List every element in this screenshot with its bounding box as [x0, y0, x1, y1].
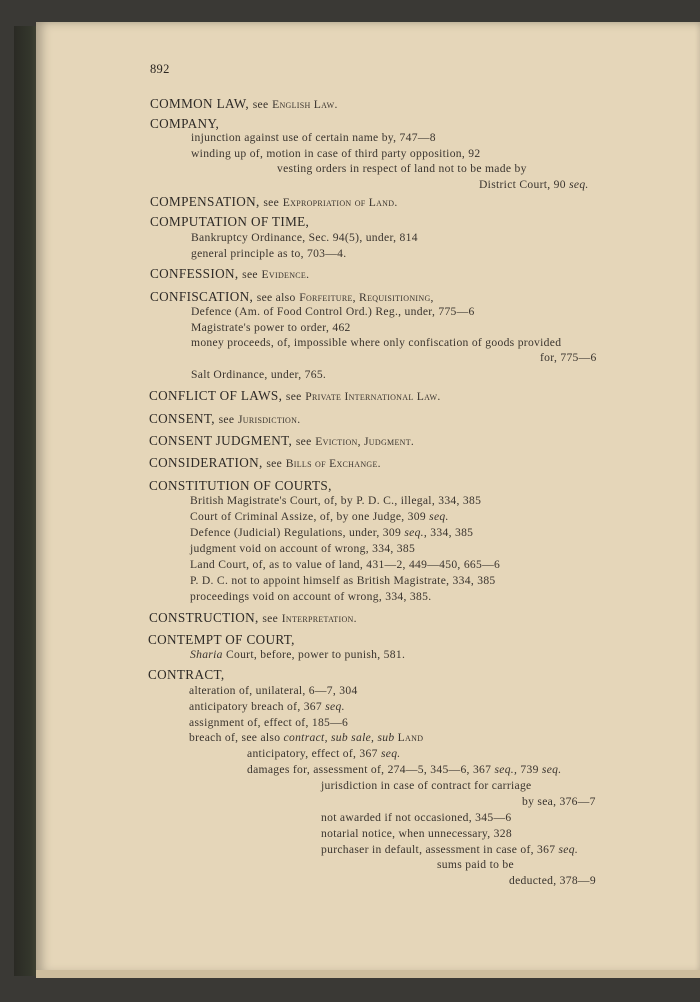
see-label: see: [242, 268, 258, 281]
entry-conflict-of-laws: [149, 388, 441, 404]
italic-reference: contract, sub sale, sub: [283, 731, 395, 744]
subentry-level3: notarial notice, when unnecessary, 328: [321, 827, 512, 840]
entry-confession: [150, 266, 309, 282]
seq-label: seq.: [380, 747, 401, 760]
cross-reference: English Law.: [272, 98, 338, 111]
cross-reference: Forfeiture, Requisitioning,: [299, 291, 434, 304]
subentry-level4: sums paid to be: [437, 858, 514, 871]
cross-reference: Jurisdiction.: [237, 413, 301, 426]
entry-company-heading: COMPANY,: [150, 116, 220, 131]
heading: CONSENT JUDGMENT,: [149, 433, 293, 448]
subentry-level3: jurisdiction in case of contract for carriage: [321, 779, 532, 792]
subentry: British Magistrate's Court, of, by P. D. C., illegal, 334, 385: [190, 494, 482, 507]
seq-label: seq.: [325, 700, 345, 713]
entry-common-law: [150, 96, 338, 112]
subentry: alteration of, unilateral, 6—7, 304: [189, 684, 358, 697]
seq-label: seq.: [569, 178, 589, 191]
seq-label: seq.: [558, 843, 579, 856]
subentry-level3: [321, 843, 578, 856]
subentry: P. D. C. not to appoint himself as British Magistrate, 334, 385: [190, 574, 496, 587]
subentry: [190, 526, 473, 539]
subentry: Bankruptcy Ordinance, Sec. 94(5), under, 814: [191, 231, 418, 244]
subentry-level2: [247, 747, 401, 760]
heading: CONFESSION,: [150, 266, 239, 281]
italic-term: Sharia: [190, 648, 223, 661]
heading: CONSENT,: [149, 411, 215, 426]
subentry: assignment of, effect of, 185—6: [189, 716, 349, 729]
subentry: Land Court, of, as to value of land, 431—2, 449—450, 665—6: [190, 558, 501, 571]
entry-consent-judgment: [149, 433, 414, 449]
subentry: [189, 731, 423, 744]
heading: CONSIDERATION,: [149, 455, 263, 470]
entry-contempt-heading: CONTEMPT OF COURT,: [148, 632, 295, 647]
see-label: see: [263, 196, 280, 209]
subentry: winding up of, motion in case of third party opposition, 92: [191, 147, 481, 160]
heading: CONSTRUCTION,: [149, 610, 259, 625]
entry-compensation: [150, 194, 398, 210]
seq-label: seq.,: [494, 763, 518, 776]
see-label: see: [266, 457, 283, 470]
see-label: see: [285, 390, 302, 403]
text: District Court, 90: [479, 178, 566, 191]
entry-construction: [149, 610, 357, 626]
seq-label: seq.,: [404, 526, 428, 539]
subentry-level3: not awarded if not occasioned, 345—6: [321, 811, 512, 824]
subentry-continuation: by sea, 376—7: [522, 795, 596, 808]
cross-reference: Bills of Exchange.: [285, 457, 381, 470]
heading: COMPENSATION,: [150, 194, 260, 209]
heading: COMMON LAW,: [150, 96, 250, 111]
text: breach of, see also: [189, 731, 281, 744]
page-edge: [36, 970, 700, 978]
see-label: see: [295, 435, 312, 448]
subentry-continuation: for, 775—6: [540, 351, 597, 364]
subentry: injunction against use of certain name by, 747—8: [191, 131, 436, 144]
text: Court of Criminal Assize, of, by one Judge, 309: [190, 510, 426, 523]
subentry: judgment void on account of wrong, 334, 385: [190, 542, 416, 555]
entry-consent: [149, 411, 300, 427]
text: Court, before, power to punish, 581.: [225, 648, 406, 661]
entry-consideration: [149, 455, 381, 471]
text: 334, 385: [430, 526, 474, 539]
see-label: see: [218, 413, 235, 426]
subentry: [190, 510, 449, 523]
subentry: money proceeds, of, impossible where only confiscation of goods provided: [191, 336, 562, 349]
cross-reference: Eviction, Judgment.: [315, 435, 415, 448]
cross-reference: Interpretation.: [281, 612, 357, 625]
subentry: Salt Ordinance, under, 765.: [191, 368, 327, 381]
cross-reference: Expropriation of Land.: [282, 196, 398, 209]
see-label: see also: [256, 291, 296, 304]
seq-label: seq.: [429, 510, 449, 523]
heading: CONFLICT OF LAWS,: [149, 388, 283, 403]
text: anticipatory, effect of, 367: [247, 747, 378, 760]
subentry: Magistrate's power to order, 462: [191, 321, 351, 334]
text: damages for, assessment of, 274—5, 345—6, 367: [247, 763, 492, 776]
see-label: see: [252, 98, 269, 111]
entry-contract-heading: CONTRACT,: [148, 667, 225, 682]
subentry-level2: [247, 763, 561, 776]
subentry: Defence (Am. of Food Control Ord.) Reg., under, 775—6: [191, 305, 475, 318]
subentry: [189, 700, 345, 713]
entry-constitution-heading: CONSTITUTION OF COURTS,: [149, 478, 332, 493]
subentry: [190, 648, 405, 661]
subentry: general principle as to, 703—4.: [191, 247, 347, 260]
cross-reference: Evidence.: [261, 268, 310, 281]
text: Defence (Judicial) Regulations, under, 309: [190, 526, 402, 539]
cross-reference: Land: [397, 731, 424, 744]
subentry-continuation: [479, 178, 589, 191]
text: anticipatory breach of, 367: [189, 700, 323, 713]
subentry: vesting orders in respect of land not to be made by: [277, 162, 527, 175]
page-number: 892: [150, 62, 170, 76]
cross-reference: Private International Law.: [305, 390, 441, 403]
text: 739: [520, 763, 539, 776]
heading: CONFISCATION,: [150, 289, 254, 304]
entry-computation-heading: COMPUTATION OF TIME,: [150, 214, 310, 229]
subentry-continuation: deducted, 378—9: [509, 874, 596, 887]
subentry: proceedings void on account of wrong, 334, 385.: [190, 590, 432, 603]
text: purchaser in default, assessment in case of, 367: [321, 843, 556, 856]
see-label: see: [262, 612, 279, 625]
entry-confiscation: [150, 289, 434, 305]
seq-label: seq.: [541, 763, 562, 776]
